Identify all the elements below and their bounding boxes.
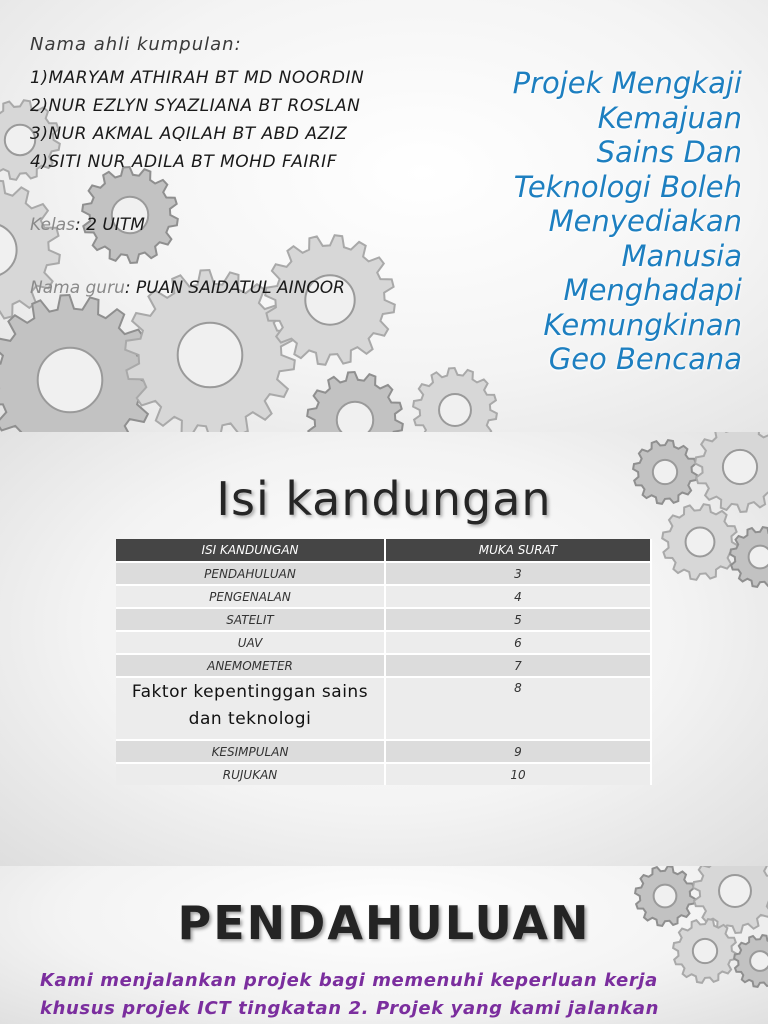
contents-title: Isi kandungan [216,472,552,526]
project-title-line: Geo Bencana [548,342,742,376]
project-title-line: Manusia [621,238,742,273]
introduction-text-line: khusus projek ICT tingkatan 2. Projek yang kami jalankan [40,998,659,1019]
section-name: SATELIT [116,608,385,631]
project-title-line: Projek Mengkaji [512,66,742,100]
class-value: : 2 UITM [75,215,145,235]
contents-table [116,539,652,785]
teacher-line [30,278,345,298]
teacher-value: : PUAN SAIDATUL AINOOR [124,278,345,298]
member-name: 2)NUR EZLYN SYAZLIANA BT ROSLAN [30,96,361,116]
section-name: KESIMPULAN [116,740,385,763]
project-title-line: Kemajuan [597,100,742,135]
column-header: ISI KANDUNGAN [116,539,385,562]
table-row [116,631,651,654]
member-name: 1)MARYAM ATHIRAH BT MD NOORDIN [30,68,365,88]
page-number: 7 [385,654,651,677]
table-row [116,562,651,585]
member-name: 3)NUR AKMAL AQILAH BT ABD AZIZ [30,124,348,144]
project-title-line: Kemungkinan [543,307,742,342]
section-name: ANEMOMETER [116,654,385,677]
page-number: 8 [385,677,651,740]
project-title-line: Menghadapi [563,273,742,307]
gear-icon [0,295,155,432]
introduction-text-line: Kami menjalankan projek bagi memenuhi keperluan kerja [40,970,658,991]
section-name: RUJUKAN [116,763,385,785]
slide-contents [0,432,768,866]
gear-icon [0,180,60,320]
table-row [116,608,651,631]
table-row [116,654,651,677]
gear-icon [413,368,497,432]
section-name: UAV [116,631,385,654]
page-number: 3 [385,562,651,585]
section-name: PENDAHULUAN [116,562,385,585]
table-header-row [116,539,651,562]
table-row [116,585,651,608]
project-title-line: Sains Dan [596,135,742,169]
slide-introduction [0,866,768,1024]
class-line [30,215,145,235]
page-number: 10 [385,763,651,785]
table-row [116,740,651,763]
gear-icon [307,372,403,432]
gear-icon [730,527,768,587]
project-title-line: Menyediakan [548,204,742,238]
introduction-text [40,967,760,1023]
table-row [116,763,651,785]
project-title-line: Teknologi Boleh [513,169,742,204]
class-label: Kelas [30,215,75,235]
introduction-title: PENDAHULUAN [177,896,591,950]
page-number: 4 [385,585,651,608]
members-heading: Nama ahli kumpulan: [30,34,242,55]
table-row [116,677,651,740]
member-name: 4)SITI NUR ADILA BT MOHD FAIRIF [30,152,337,172]
page-number: 9 [385,740,651,763]
column-header: MUKA SURAT [385,539,651,562]
project-title [442,66,742,377]
page-number: 5 [385,608,651,631]
slide-title [0,0,768,432]
section-name: Faktor kepentinggan sains dan teknologi [116,677,385,740]
teacher-label: Nama guru [30,278,125,298]
page-number: 6 [385,631,651,654]
section-name: PENGENALAN [116,585,385,608]
